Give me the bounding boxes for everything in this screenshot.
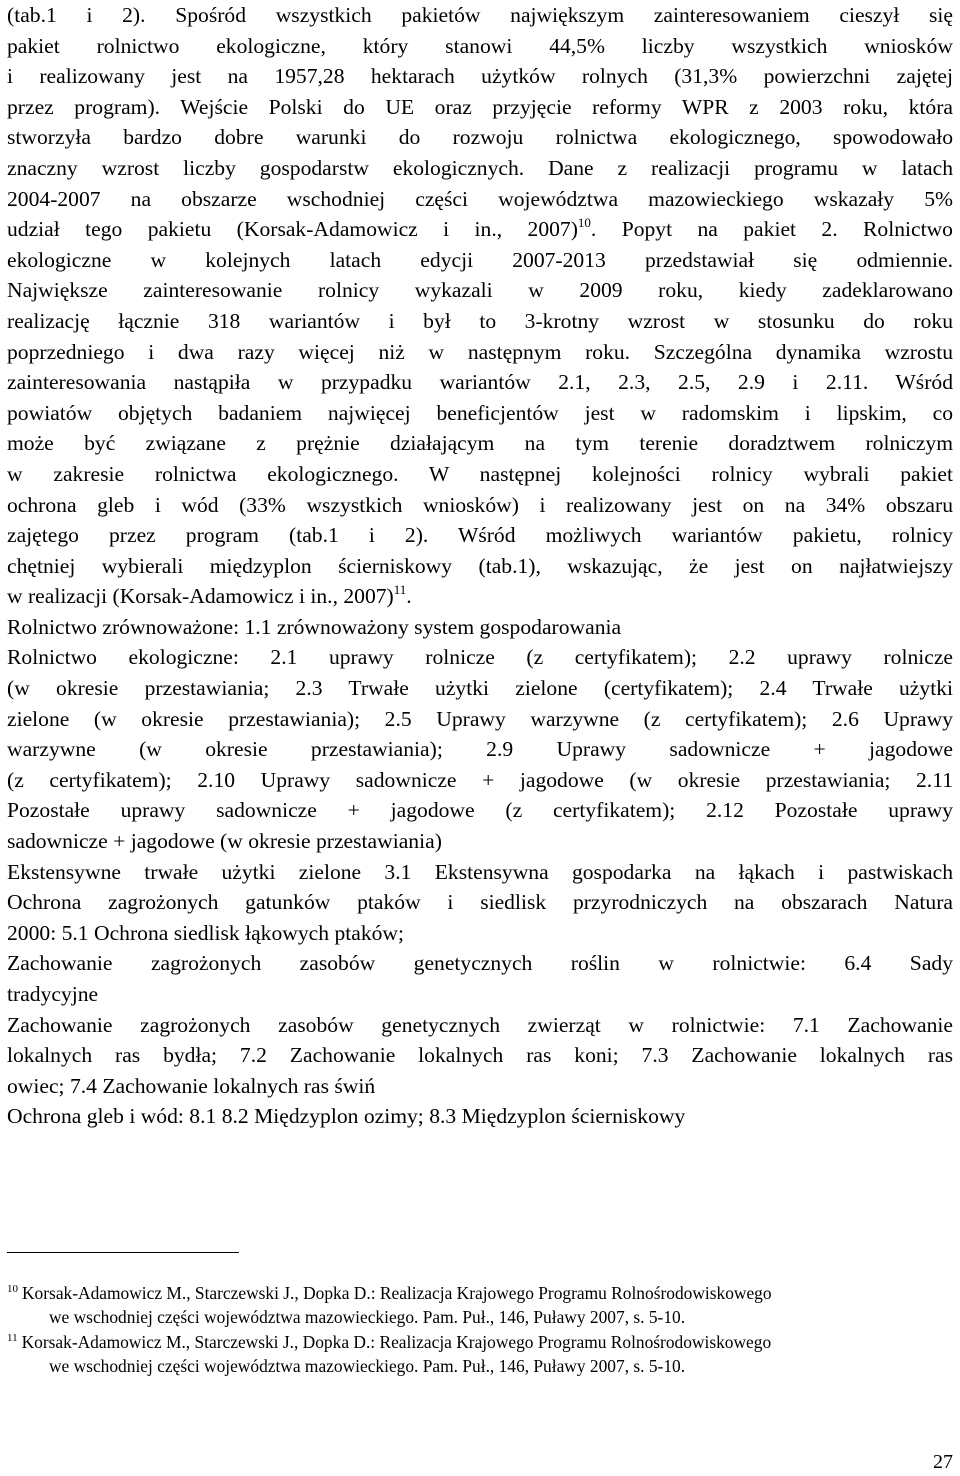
page-number: 27	[933, 1451, 953, 1473]
text-line: 2000: 5.1 Ochrona siedlisk łąkowych ptaków;	[7, 920, 405, 945]
footnote-11	[7, 1330, 953, 1354]
footnotes	[7, 1281, 953, 1378]
text-segment: . Popyt na pakiet 2. Rolnictwo	[590, 217, 953, 242]
text-line: tradycyjne	[7, 982, 99, 1006]
text-line: może być związane z prężnie działającym na tym terenie doradztwem rolniczym	[7, 431, 953, 456]
text-line: (w okresie przestawiania; 2.3 Trwałe użytki zielone (certyfikatem); 2.4 Trwałe użytki	[7, 676, 953, 701]
footnote-ref: 10	[577, 215, 591, 231]
text-line: Ochrona gleb i wód: 8.1 8.2 Międzyplon ozimy; 8.3 Międzyplon ścierniskowy	[7, 1104, 686, 1129]
text-segment: w realizacji (Korsak-Adamowicz i in., 2007)	[7, 584, 394, 609]
text-line: stworzyła bardzo dobre warunki do rozwoju rolnictwa ekologicznego, spowodowało	[7, 125, 953, 150]
text-line: Ochrona zagrożonych gatunków ptaków i siedlisk przyrodniczych na obszarach Natura	[7, 890, 953, 915]
main-text	[7, 0, 953, 1132]
text-line: Rolnictwo zrównoważone: 1.1 zrównoważony system gospodarowania	[7, 614, 622, 639]
text-line: znaczny wzrost liczby gospodarstw ekologicznych. Dane z realizacji programu w latach	[7, 155, 953, 180]
footnote-ref: 11	[393, 582, 407, 598]
text-line: pakiet rolnictwo ekologiczne, który stanowi 44,5% liczby wszystkich wniosków	[7, 33, 953, 58]
text-line: zielone (w okresie przestawiania); 2.5 Uprawy warzywne (z certyfikatem); 2.6 Uprawy	[7, 706, 953, 731]
text-line: (z certyfikatem); 2.10 Uprawy sadownicze + jagodowe (w okresie przestawiania; 2.11	[7, 767, 953, 792]
footnote-10	[7, 1281, 953, 1305]
text-line: zainteresowania nastąpiła w przypadku wariantów 2.1, 2.3, 2.5, 2.9 i 2.11. Wśród	[7, 370, 953, 395]
text-line: realizację łącznie 318 wariantów i był to 3-krotny wzrost w stosunku do roku	[7, 308, 953, 333]
footnote-number: 11	[7, 1331, 18, 1344]
text-line: zajętego przez program (tab.1 i 2). Wśród możliwych wariantów pakietu, rolnicy	[7, 523, 953, 548]
text-line: Zachowanie zagrożonych zasobów genetycznych roślin w rolnictwie: 6.4 Sady	[7, 951, 953, 976]
text-line: (tab.1 i 2). Spośród wszystkich pakietów największym zainteresowaniem cieszył się	[7, 3, 953, 27]
text-line: Zachowanie zagrożonych zasobów genetycznych zwierząt w rolnictwie: 7.1 Zachowanie	[7, 1012, 953, 1037]
footnote-divider	[7, 1252, 239, 1253]
text-line: ochrona gleb i wód (33% wszystkich wniosków) i realizowany jest on na 34% obszaru	[7, 492, 953, 517]
footnote-text: Korsak-Adamowicz M., Starczewski J., Dopka D.: Realizacja Krajowego Programu Rolnośrodowiskowego	[21, 1331, 772, 1352]
text-line: owiec; 7.4 Zachowanie lokalnych ras świń	[7, 1073, 376, 1098]
text-line: ekologiczne w kolejnych latach edycji 2007-2013 przedstawiał się odmiennie.	[7, 247, 953, 272]
text-line: przez program). Wejście Polski do UE oraz przyjęcie reformy WPR z 2003 roku, która	[7, 94, 953, 119]
footnote-number: 10	[7, 1283, 18, 1295]
text-line: Ekstensywne trwałe użytki zielone 3.1 Ekstensywna gospodarka na łąkach i pastwiskach	[7, 859, 953, 884]
text-line: powiatów objętych badaniem najwięcej beneficjentów jest w radomskim i lipskim, co	[7, 400, 953, 425]
text-line	[7, 214, 953, 245]
text-line: warzywne (w okresie przestawiania); 2.9 Uprawy sadownicze + jagodowe	[7, 737, 953, 762]
text-line: Największe zainteresowanie rolnicy wykazali w 2009 roku, kiedy zadeklarowano	[7, 278, 953, 303]
text-line: 2004-2007 na obszarze wschodniej części województwa mazowieckiego wskazały 5%	[7, 186, 953, 211]
text-line: poprzedniego i dwa razy więcej niż w następnym roku. Szczególna dynamika wzrostu	[7, 339, 953, 364]
text-line: Pozostałe uprawy sadownicze + jagodowe (z certyfikatem); 2.12 Pozostałe uprawy	[7, 798, 953, 823]
text-line: sadownicze + jagodowe (w okresie przestawiania)	[7, 829, 442, 854]
text-line: lokalnych ras bydła; 7.2 Zachowanie lokalnych ras koni; 7.3 Zachowanie lokalnych ras	[7, 1043, 953, 1068]
footnote-text: we wschodniej części województwa mazowieckiego. Pam. Puł., 146, Puławy 2007, s. 5-10.	[49, 1307, 686, 1328]
text-line: w zakresie rolnictwa ekologicznego. W następnej kolejności rolnicy wybrali pakiet	[7, 461, 953, 486]
footnote-text: Korsak-Adamowicz M., Starczewski J., Dopka D.: Realizacja Krajowego Programu Rolnośrodowiskowego	[22, 1283, 772, 1303]
text-line: i realizowany jest na 1957,28 hektarach użytków rolnych (31,3% powierzchni zajętej	[7, 64, 953, 89]
text-line: Rolnictwo ekologiczne: 2.1 uprawy rolnicze (z certyfikatem); 2.2 uprawy rolnicze	[7, 645, 953, 670]
text-line: chętniej wybierali międzyplon ścierniskowy (tab.1), wskazując, że jest on najłatwiejszy	[7, 553, 953, 578]
text-line	[7, 581, 953, 612]
footnote-text: we wschodniej części województwa mazowieckiego. Pam. Puł., 146, Puławy 2007, s. 5-10.	[49, 1355, 686, 1376]
text-segment: udział tego pakietu (Korsak-Adamowicz i in., 2007)	[7, 217, 578, 242]
text-segment: .	[406, 584, 412, 609]
